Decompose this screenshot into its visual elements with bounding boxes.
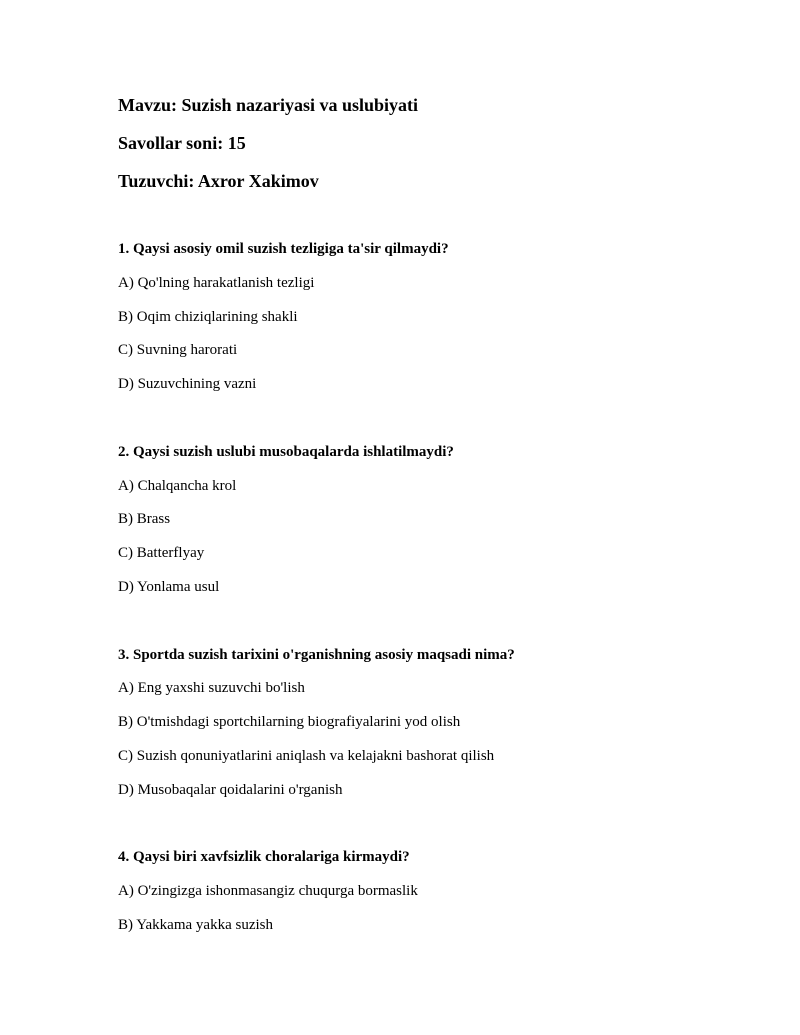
answer-option: D) Yonlama usul <box>118 579 220 595</box>
question-block <box>118 646 740 798</box>
author-line: Tuzuvchi: Axror Xakimov <box>118 171 319 191</box>
answer-option: B) Oqim chiziqlarining shakli <box>118 309 298 325</box>
answer-option: A) Eng yaxshi suzuvchi bo'lish <box>118 680 305 696</box>
answer-option: A) Qo'lning harakatlanish tezligi <box>118 275 315 291</box>
answer-option: C) Suvning harorati <box>118 342 238 358</box>
answer-option: B) Yakkama yakka suzish <box>118 917 273 933</box>
question-text: 4. Qaysi biri xavfsizlik choralariga kirmaydi? <box>118 849 410 865</box>
question-text: 3. Sportda suzish tarixini o'rganishning asosiy maqsadi nima? <box>118 647 515 663</box>
answer-option: A) O'zingizga ishonmasangiz chuqurga bormaslik <box>118 883 418 899</box>
answer-option: C) Batterflyay <box>118 545 205 561</box>
question-block <box>118 443 740 595</box>
topic-line: Mavzu: Suzish nazariyasi va uslubiyati <box>118 95 419 115</box>
answer-option: B) Brass <box>118 511 171 527</box>
answer-option: A) Chalqancha krol <box>118 478 237 494</box>
question-block <box>118 848 740 933</box>
document-page <box>118 0 740 1035</box>
answer-option: D) Musobaqalar qoidalarini o'rganish <box>118 782 343 798</box>
question-count-line: Savollar soni: 15 <box>118 133 246 153</box>
question-block <box>118 240 740 392</box>
question-text: 1. Qaysi asosiy omil suzish tezligiga ta'sir qilmaydi? <box>118 241 449 257</box>
answer-option: C) Suzish qonuniyatlarini aniqlash va kelajakni bashorat qilish <box>118 748 495 764</box>
question-text: 2. Qaysi suzish uslubi musobaqalarda ishlatilmaydi? <box>118 444 454 460</box>
answer-option: D) Suzuvchining vazni <box>118 376 257 392</box>
answer-option: B) O'tmishdagi sportchilarning biografiyalarini yod olish <box>118 714 461 730</box>
